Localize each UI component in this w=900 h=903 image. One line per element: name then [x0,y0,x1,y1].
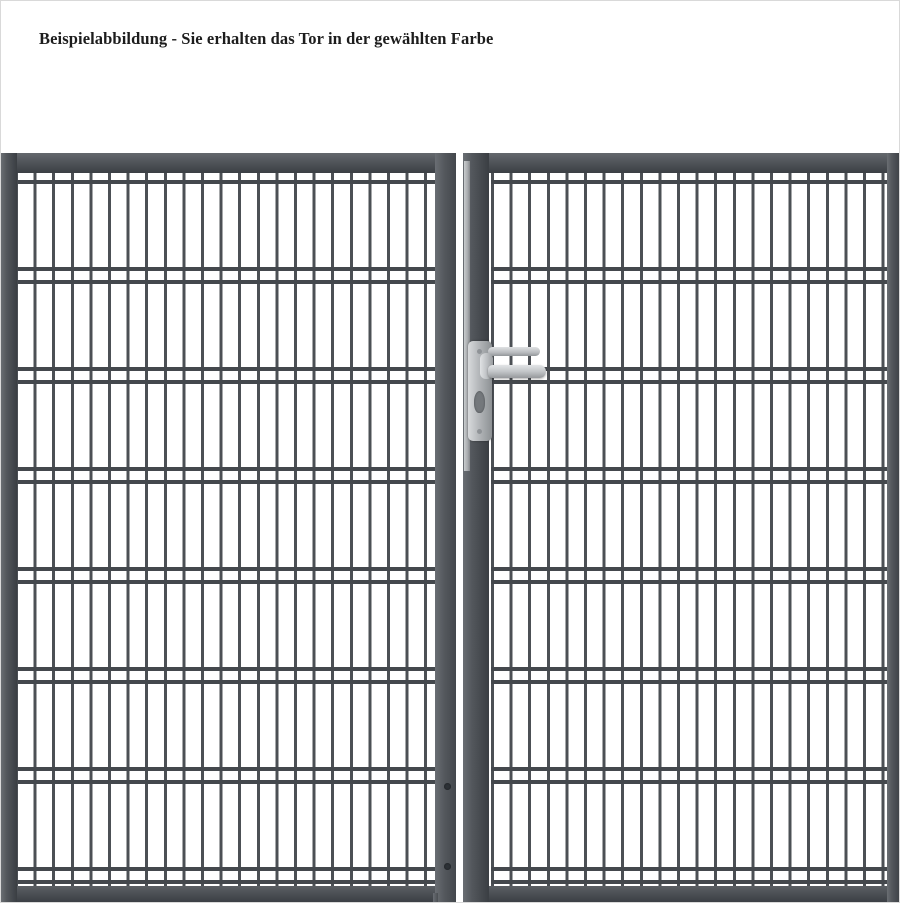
image-caption: Beispielabbildung - Sie erhalten das Tor in der gewählten Farbe [39,29,494,48]
frame-post-left-outer [1,153,17,903]
cylinder-keyhole [474,391,485,413]
stile-bolt [444,863,451,870]
upper-lever-arm [488,347,540,356]
frame-rail-bottom-left [1,886,463,903]
gate-leaf-left [1,153,463,903]
frame-rail-top-right [463,153,900,173]
frame-rail-top-left [1,153,463,173]
gate-assembly [1,153,900,903]
frame-rail-bottom-right [463,886,900,903]
mesh-horizontal-wires-right [491,167,895,891]
lock-screw [477,429,482,434]
stile-bolt [444,783,451,790]
mesh-panel-left [15,167,447,891]
mesh-panel-right [491,167,895,891]
mesh-horizontal-wires-left [15,167,447,891]
gate-leaf-right [463,153,900,903]
lock-screw [477,349,482,354]
door-handle [488,365,546,378]
drop-bolt-rod [433,893,438,903]
frame-post-right-outer [887,153,900,903]
